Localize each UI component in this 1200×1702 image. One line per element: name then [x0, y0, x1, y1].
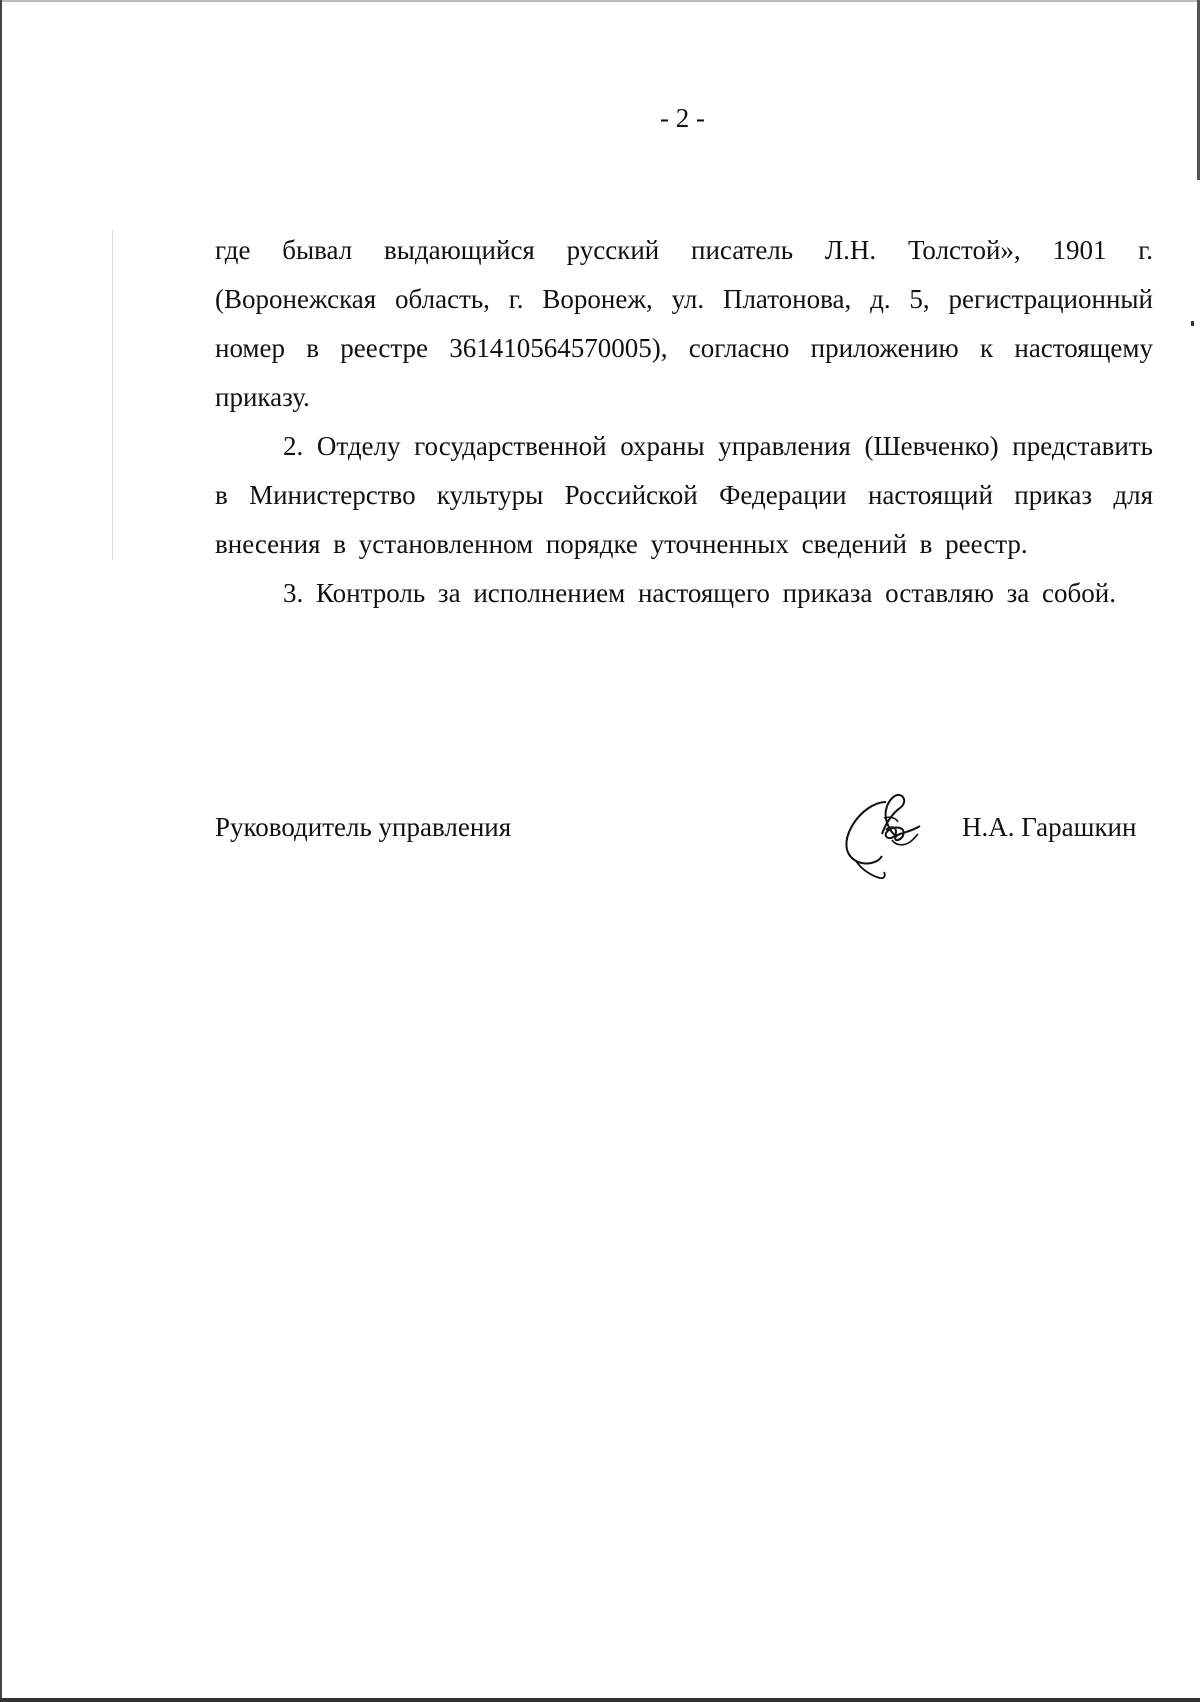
- handwritten-signature: [834, 786, 934, 881]
- paragraph-continuation: где бывал выдающийся русский писатель Л.Н. Толстой», 1901 г. (Воронежская область, г. Воронеж, ул. Платонова, д. 5, регистрационный номер в реестре 361410564570005), согласно приложению к настоящему приказу.: [215, 235, 1153, 412]
- page-number: - 2 -: [660, 103, 705, 133]
- scan-edge-left: [0, 0, 2, 1702]
- scan-edge-bottom: [0, 1698, 1200, 1702]
- scan-edge-top: [0, 0, 1200, 2]
- paragraph-item-3: 3. Контроль за исполнением настоящего приказа оставляю за собой.: [283, 578, 1116, 608]
- document-body: [215, 226, 1153, 618]
- signer-name: Н.А. Гарашкин: [962, 812, 1137, 842]
- scan-margin-line: [112, 230, 113, 560]
- scan-speck: [1191, 321, 1194, 326]
- paragraph-item-2: 2. Отделу государственной охраны управления (Шевченко) представить в Министерство культуры Российской Федерации настоящий приказ для внесения в установленном порядке уточненных сведений в реестр.: [215, 431, 1153, 559]
- signer-title: Руководитель управления: [215, 812, 512, 842]
